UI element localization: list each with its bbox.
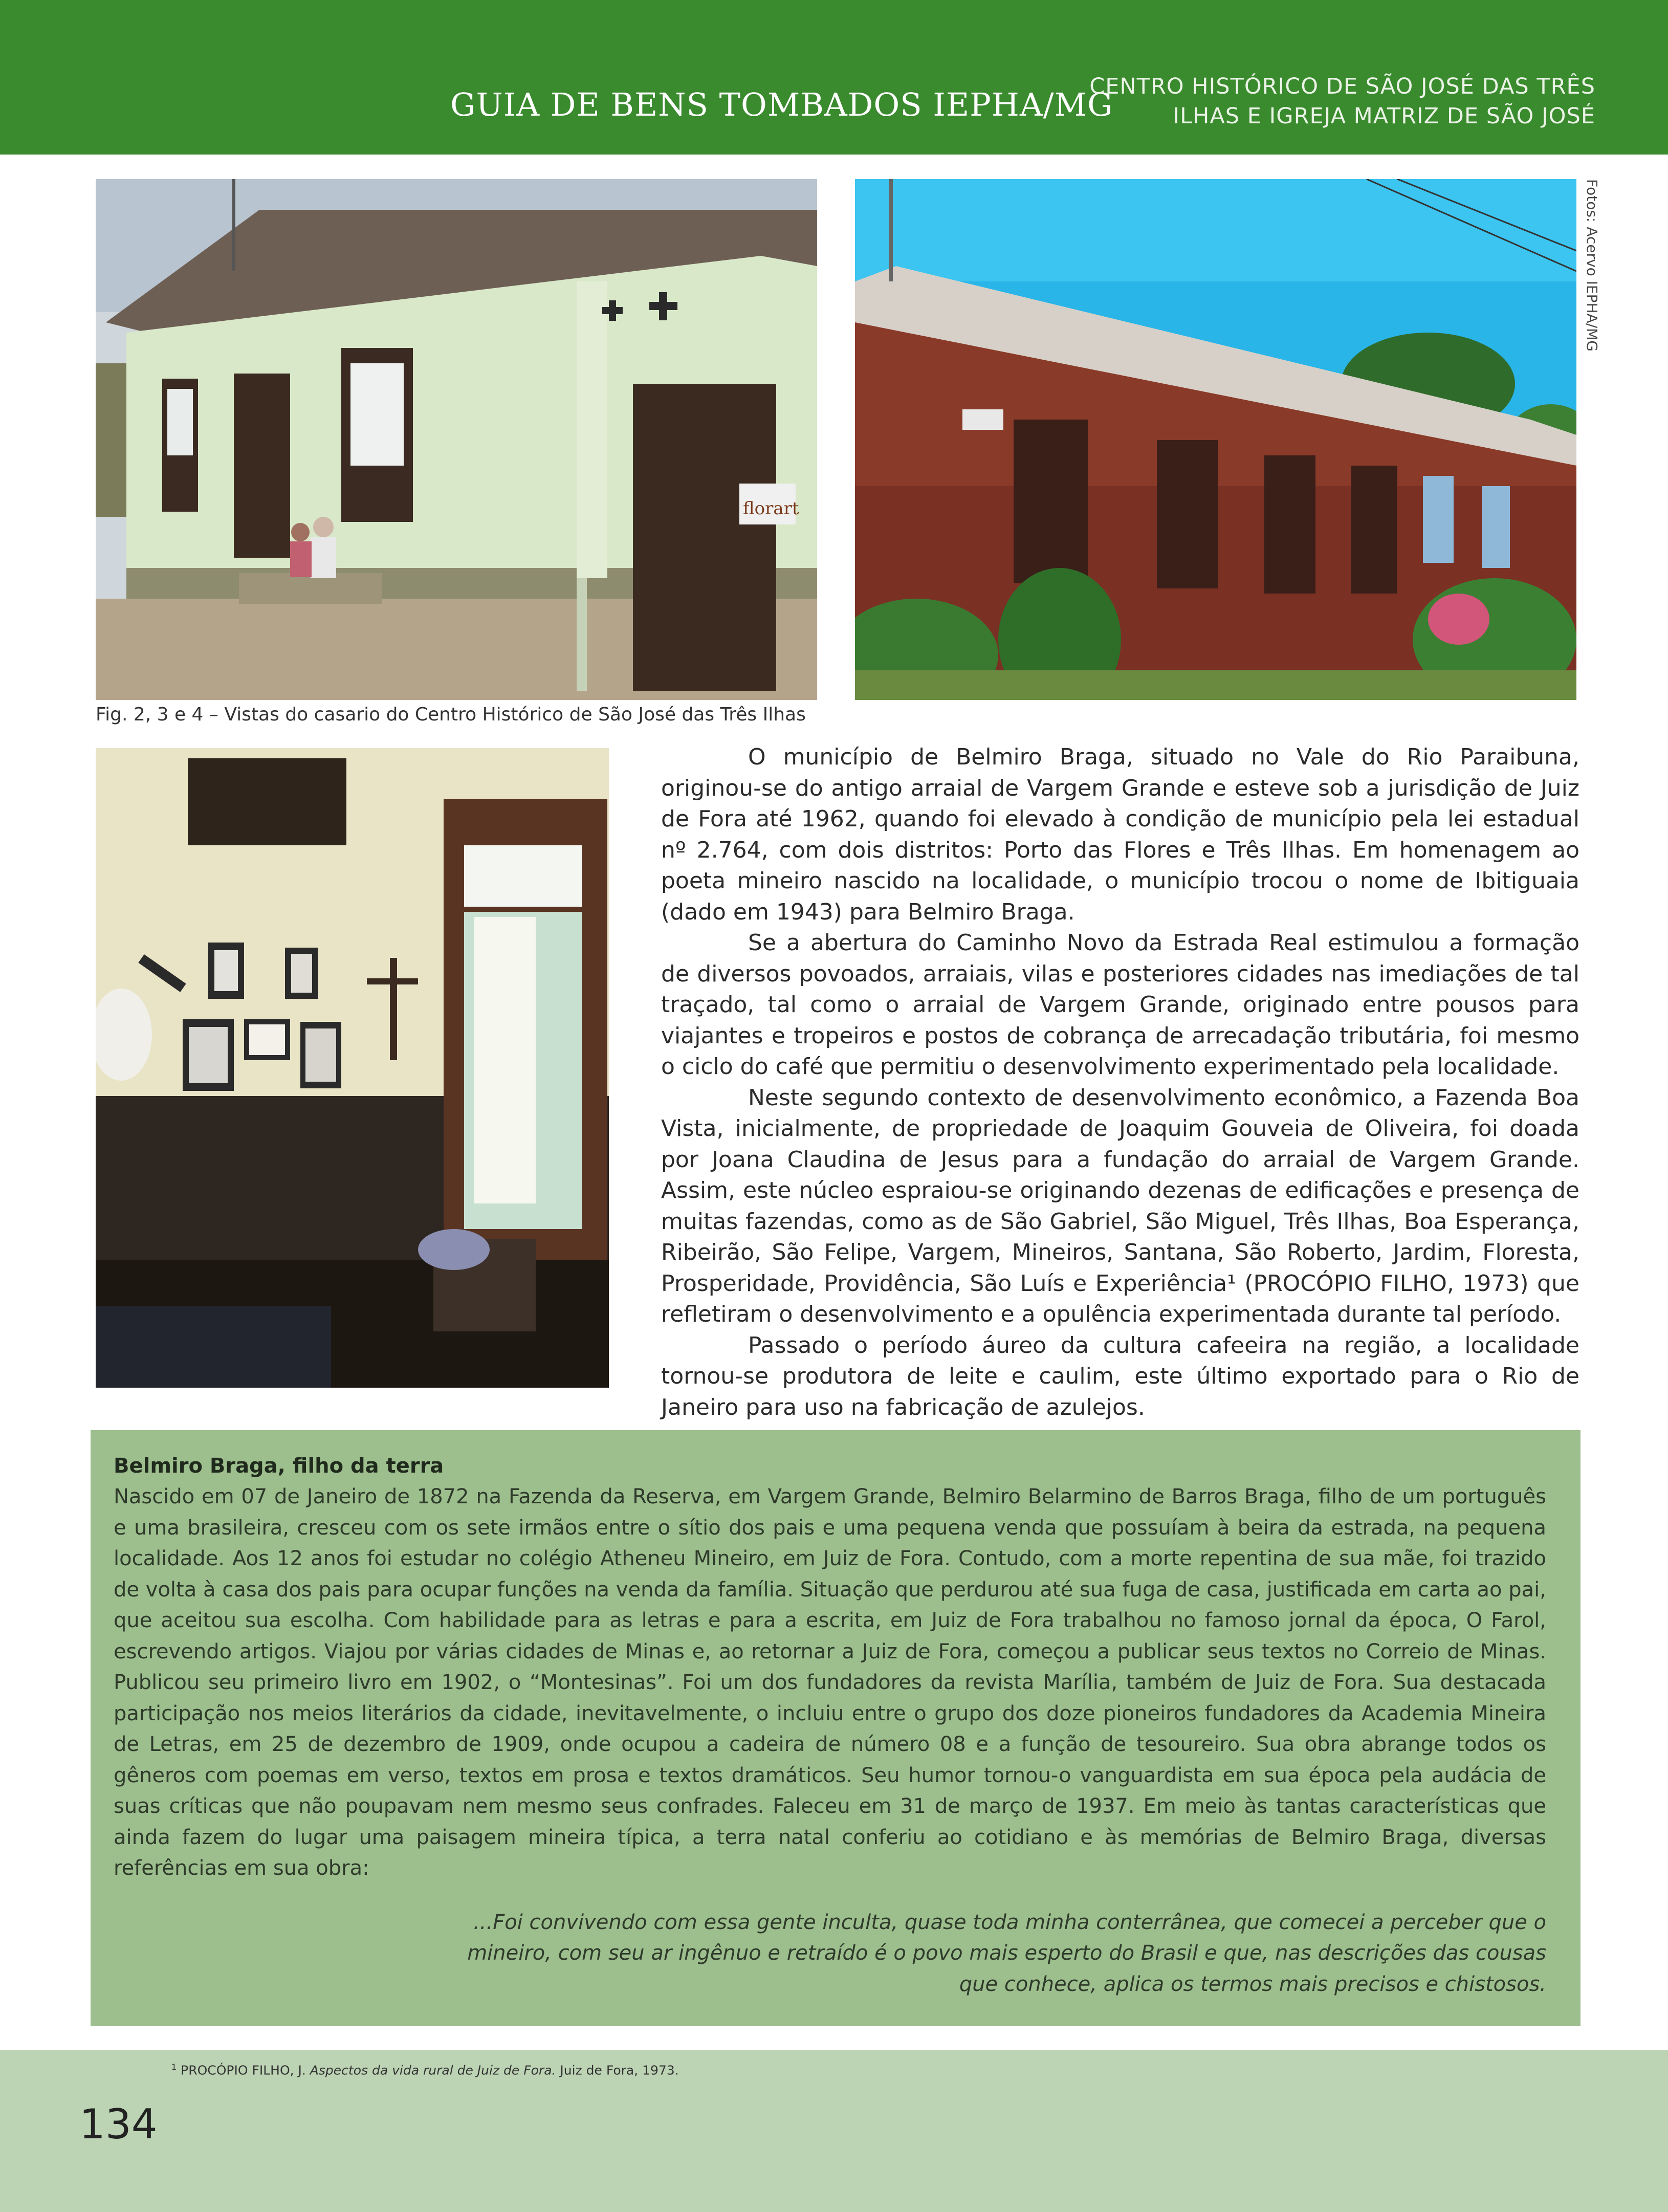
figure-caption: Fig. 2, 3 e 4 – Vistas do casario do Centro Histórico de São José das Três Ilhas <box>96 704 806 725</box>
header-band <box>0 0 1668 155</box>
paragraph-4: Passado o período áureo da cultura cafeeira na região, a localidade tornou-se produtora de leite e caulim, este último exportado para o Rio de Janeiro para uso na fabricação de azulejos. <box>661 1332 1579 1420</box>
bio-text: Nascido em 07 de Janeiro de 1872 na Fazenda da Reserva, em Vargem Grande, Belmiro Belarmino de Barros Braga, filho de um português e uma brasileira, cresceu com os sete irmãos entre o sítio dos pais e uma pequena venda que possuíam à beira da estrada, na pequena localidade. Aos 12 anos foi estudar no colégio Atheneu Mineiro, em Juiz de Fora. Contudo, com a morte repentina de sua mãe, foi trazido de volta à casa dos pais para ocupar funções na venda da família. Situação que perdurou até sua fuga de casa, justificada em carta ao pai, que aceitou sua escolha. Com habilidade para as letras e para a escrita, em Juiz de Fora trabalhou no famoso jornal da época, O Farol, escrevendo artigos. Viajou por várias cidades de Minas e, ao retornar a Juiz de Fora, começou a publicar seus textos no Correio de Minas. Publicou seu primeiro livro em 1902, o “Montesinas”. Foi um dos fundadores da revista Marília, também de Juiz de Fora. Sua destacada participação nos meios literários da cidade, inevitavelmente, o incluiu entre o grupo dos doze pioneiros fundadores da Academia Mineira de Letras, em 25 de dezembro de 1909, onde ocupou a cadeira de número 08 e a função de tesoureiro. Sua obra abrange todos os gêneros com poemas em verso, textos em prosa e textos dramáticos. Seu humor tornou-o vanguardista em sua época pela audácia de suas críticas que não poupavam nem mesmo seus confrades. Faleceu em 31 de março de 1937. Em meio às tantas características que ainda fazem do lugar uma paisagem mineira típica, a terra natal conferiu ao cotidiano e às memórias de Belmiro Braga, diversas referências em sua obra: <box>114 1485 1546 1880</box>
photo-white-house <box>96 179 817 700</box>
photo-interior <box>96 748 609 1388</box>
guide-title: GUIA DE BENS TOMBADOS IEPHA/MG <box>450 86 1113 123</box>
section-title-line-1: CENTRO HISTÓRICO DE SÃO JOSÉ DAS TRÊS <box>1089 74 1595 99</box>
bio-sidebar <box>91 1430 1581 2026</box>
page-number: 134 <box>79 2100 158 2148</box>
photo-brick-house <box>855 179 1576 700</box>
shop-sign-text: florart <box>743 498 799 519</box>
footnote <box>171 2062 679 2077</box>
bio-quote: ...Foi convivendo com essa gente inculta, quase toda minha conterrânea, que comecei a perceber que o mineiro, com seu ar ingênuo e retraído é o povo mais esperto do Brasil e que, nas descrições das cousas que conhece, aplica os termos mais precisos e chistosos. <box>467 1910 1546 1996</box>
paragraph-3: Neste segundo contexto de desenvolvimento econômico, a Fazenda Boa Vista, inicialmente, de propriedade de Joaquim Gouveia de Oliveira, foi doada por Joana Claudina de Jesus para a fundação do arraial de Vargem Grande. Assim, este núcleo espraiou-se originando dezenas de edificações e presença de muitas fazendas, como as de São Gabriel, São Miguel, Três Ilhas, Boa Esperança, Ribeirão, São Felipe, Vargem, Mineiros, Santana, São Roberto, Jardim, Floresta, Prosperidade, Providência, São Luís e Experiência¹ (PROCÓPIO FILHO, 1973) que refletiram o desenvolvimento e a opulência experimentada durante tal período. <box>661 1084 1579 1327</box>
footnote-title: Aspectos da vida rural de Juiz de Fora. <box>310 2063 556 2078</box>
footnote-author: PROCÓPIO FILHO, J. <box>181 2063 306 2078</box>
article-body <box>661 742 1579 1423</box>
footnote-mark: 1 <box>171 2062 177 2072</box>
footnote-place: Juiz de Fora, 1973. <box>560 2063 679 2078</box>
paragraph-2: Se a abertura do Caminho Novo da Estrada Real estimulou a formação de diversos povoados, arraiais, vilas e posteriores cidades nas imediações de tal traçado, tal como o arraial de Vargem Grande, originado entre pousos para viajantes e tropeiros e postos de cobrança de arrecadação tributária, foi mesmo o ciclo do café que permitiu o desenvolvimento experimentado pela localidade. <box>661 930 1579 1080</box>
bio-title: Belmiro Braga, filho da terra <box>114 1454 444 1478</box>
paragraph-1: O município de Belmiro Braga, situado no Vale do Rio Paraibuna, originou-se do antigo arraial de Vargem Grande e esteve sob a jurisdição de Juiz de Fora até 1962, quando foi elevado à condição de município pela lei estadual nº 2.764, com dois distritos: Porto das Flores e Três Ilhas. Em homenagem ao poeta mineiro nascido na localidade, o município trocou o nome de Ibitiguaia (dado em 1943) para Belmiro Braga. <box>661 744 1579 925</box>
photo-credit: Fotos: Acervo IEPHA/MG <box>1584 179 1600 352</box>
section-title-line-2: ILHAS E IGREJA MATRIZ DE SÃO JOSÉ <box>1173 103 1595 129</box>
section-title <box>1089 72 1595 131</box>
